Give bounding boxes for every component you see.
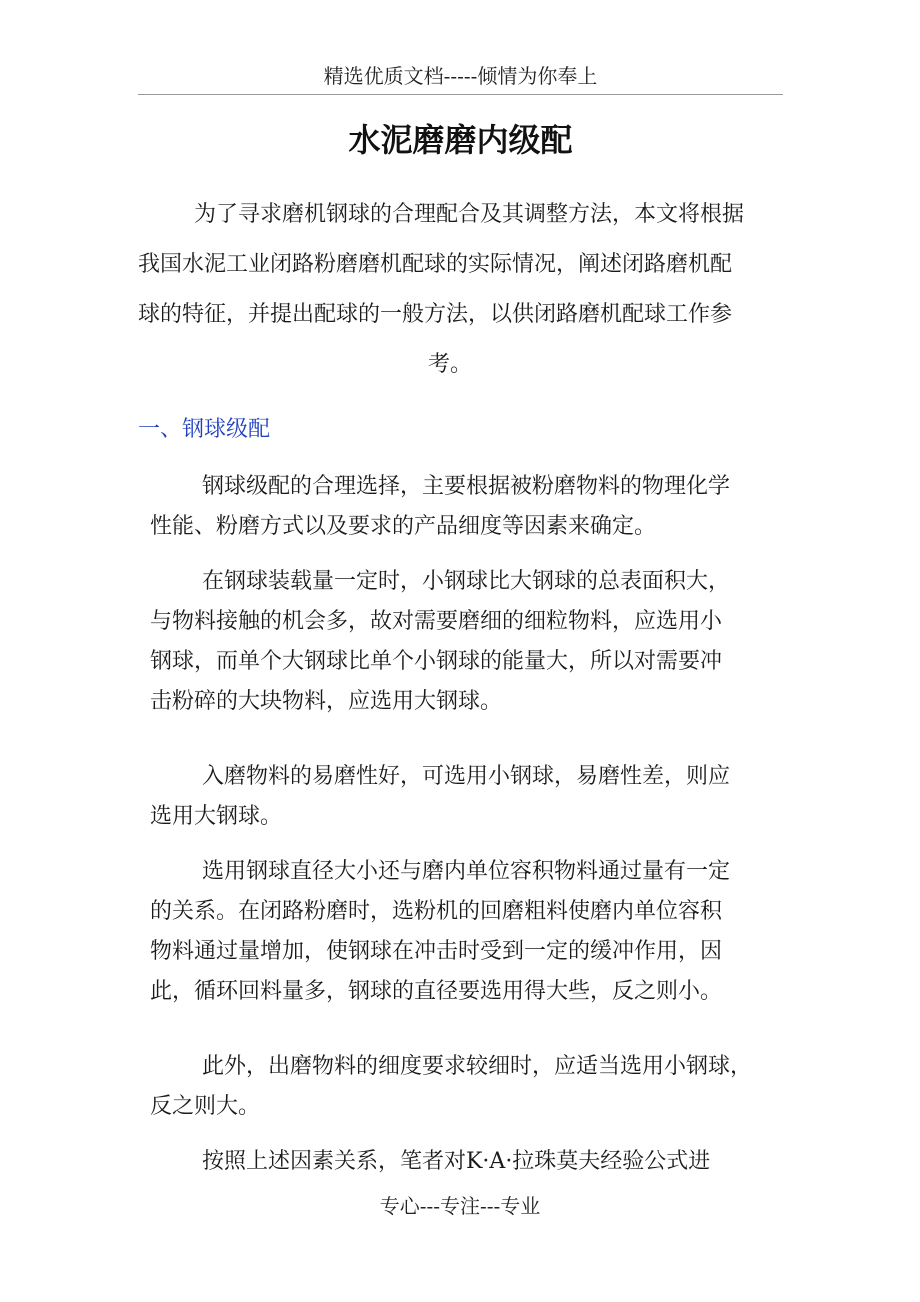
intro-line: 球的特征，并提出配球的一般方法，以供闭路磨机配球工作参 — [138, 302, 733, 327]
intro-line: 我国水泥工业闭路粉磨磨机配球的实际情况，阐述闭路磨机配 — [138, 252, 733, 277]
paragraph-line: 性能、粉磨方式以及要求的产品细度等因素来确定。 — [150, 514, 657, 539]
document-title: 水泥磨磨内级配 — [348, 121, 573, 159]
intro-line: 考。 — [428, 352, 473, 377]
intro-paragraph — [138, 198, 783, 381]
paragraph-line: 在钢球装载量一定时，小钢球比大钢球的总表面积大， — [202, 569, 731, 594]
paragraph-line: 钢球级配的合理选择，主要根据被粉磨物料的物理化学 — [202, 474, 731, 499]
paragraph-line: 钢球，而单个大钢球比单个小钢球的能量大，所以对需要冲 — [150, 649, 723, 674]
body-paragraph — [150, 1145, 780, 1178]
paragraph-line: 物料通过量增加，使钢球在冲击时受到一定的缓冲作用，因 — [150, 939, 723, 964]
body-paragraph — [150, 760, 780, 833]
paragraph-line: 与物料接触的机会多，故对需要磨细的细粒物料，应选用小 — [150, 609, 723, 634]
paragraph-line: 此，循环回料量多，钢球的直径要选用得大些，反之则小。 — [150, 979, 723, 1004]
intro-line: 为了寻求磨机钢球的合理配合及其调整方法，本文将根据 — [194, 202, 745, 227]
body-paragraph — [150, 565, 780, 718]
page-footer: 专心---专注---专业 — [379, 1194, 541, 1218]
paragraph-line: 入磨物料的易磨性好，可选用小钢球，易磨性差，则应 — [202, 764, 731, 789]
body-paragraph — [150, 855, 780, 1008]
paragraph-line: 选用钢球直径大小还与磨内单位容积物料通过量有一定 — [202, 859, 731, 884]
body-paragraph — [150, 1050, 780, 1123]
page-header: 精选优质文档-----倾情为你奉上 — [323, 64, 598, 88]
body-paragraph — [150, 470, 780, 543]
section-heading-steel-ball-grading: 一、钢球级配 — [138, 417, 271, 442]
paragraph-line: 击粉碎的大块物料，应选用大钢球。 — [150, 689, 503, 714]
header-divider — [138, 94, 783, 95]
paragraph-line: 此外，出磨物料的细度要求较细时，应适当选用小钢球， — [202, 1054, 753, 1079]
paragraph-line: 的关系。在闭路粉磨时，选粉机的回磨粗料使磨内单位容积 — [150, 899, 723, 924]
paragraph-line: 按照上述因素关系，笔者对K·A·拉珠莫夫经验公式进 — [202, 1149, 711, 1174]
paragraph-line: 反之则大。 — [150, 1094, 261, 1119]
paragraph-line: 选用大钢球。 — [150, 804, 283, 829]
